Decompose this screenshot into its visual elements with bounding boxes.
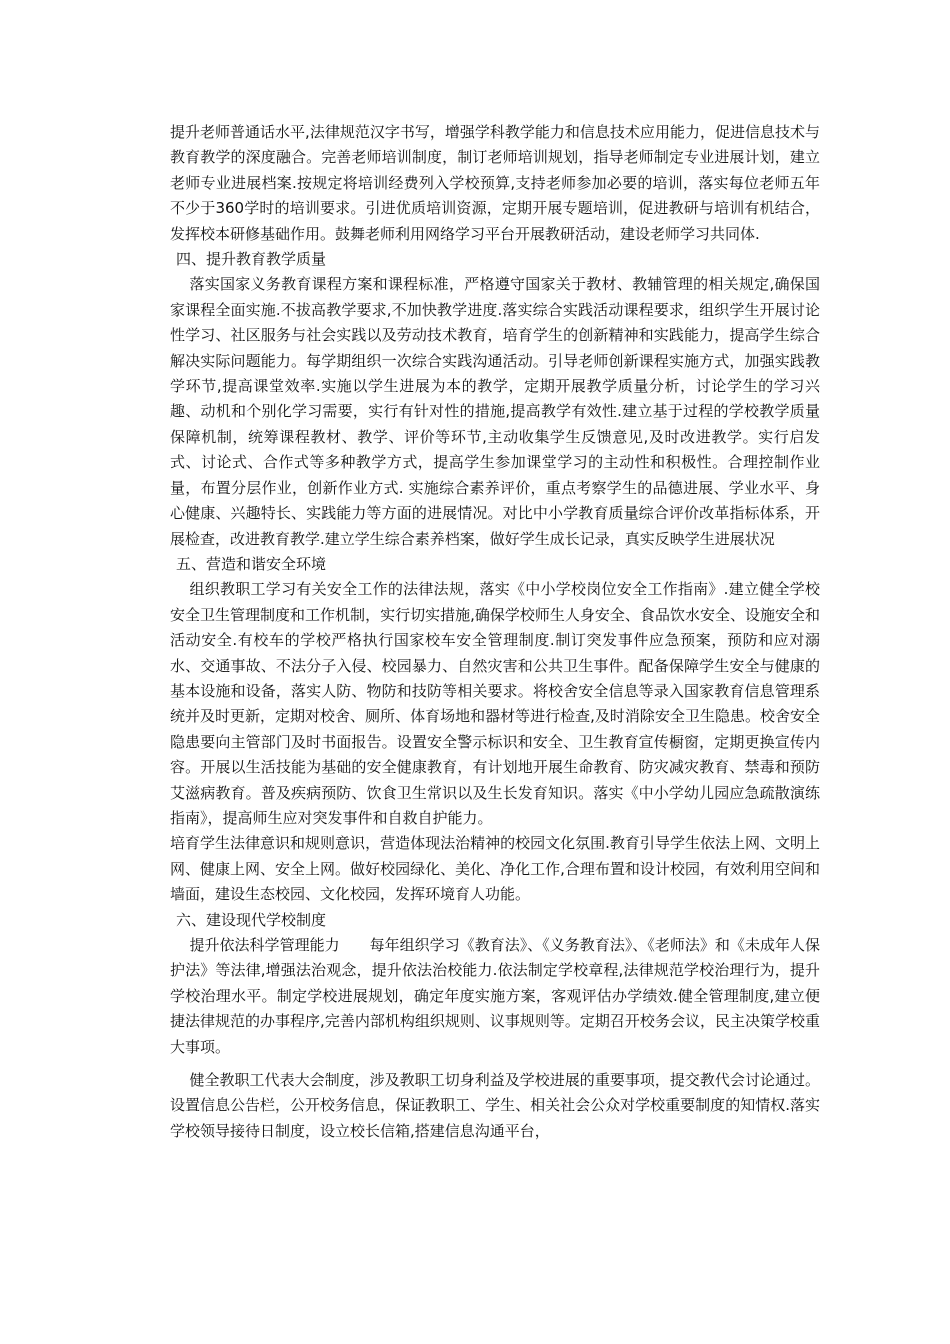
paragraph-teaching-quality: 落实国家义务教育课程方案和课程标准，严格遵守国家关于教材、教辅管理的相关规定,确保国家课程全面实施.不拔高教学要求,不加快教学进度.落实综合实践活动课程要求，组织学生开展讨论性学习、社区服务与社会实践以及劳动技术教育，培育学生的创新精神和实践能力，提高学生综合解决实际问题能力。每学期组织一次综合实践沟通活动。引导老师创新课程实施方式，加强实践教学环节,提高课堂效率.实施以学生进展为本的教学，定期开展教学质量分析，讨论学生的学习兴趣、动机和个别化学习需要，实行有针对性的措施,提高教学有效性.建立基于过程的学校教学质量保障机制，统筹课程教材、教学、评价等环节,主动收集学生反馈意见,及时改进教学。实行启发式、讨论式、合作式等多种教学方式，提高学生参加课堂学习的主动性和积极性。合理控制作业量，布置分层作业，创新作业方式. 实施综合素养评价，重点考察学生的品德进展、学业水平、身心健康、兴趣特长、实践能力等方面的进展情况。对比中小学教育质量综合评价改革指标体系，开展检查，改进教育教学.建立学生综合素养档案，做好学生成长记录，真实反映学生进展状况 (170, 275, 820, 548)
paragraph-teacher-training: 提升老师普通话水平,法律规范汉字书写，增强学科教学能力和信息技术应用能力，促进信息技术与教育教学的深度融合。完善老师培训制度，制订老师培训规划，指导老师制定专业进展计划，建立老师专业进展档案.按规定将培训经费列入学校预算,支持老师参加必要的培训，落实每位老师五年不少于360学时的培训要求。引进优质培训资源，定期开展专题培训，促进教研与培训有机结合，发挥校本研修基础作用。鼓舞老师利用网络学习平台开展教研活动，建设老师学习共同体. (170, 123, 820, 243)
section-heading-teaching-quality: 四、提升教育教学质量 (176, 250, 327, 269)
section-heading-school-system: 六、建设现代学校制度 (176, 910, 327, 929)
paragraph-law-based-management: 提升依法科学管理能力 每年组织学习《教育法》、《义务教育法》、《老师法》和《未成年人保护法》等法律,增强法治观念，提升依法治校能力.依法制定学校章程,法律规范学校治理行为，提升学校治理水平。制定学校进展规划，确定年度实施方案，客观评估办学绩效.健全管理制度,建立便捷法律规范的办事程序,完善内部机构组织规则、议事规则等。定期召开校务会议，民主决策学校重大事项。 (170, 936, 820, 1056)
paragraph-safety-measures: 组织教职工学习有关安全工作的法律法规，落实《中小学校岗位安全工作指南》.建立健全学校安全卫生管理制度和工作机制，实行切实措施,确保学校师生人身安全、食品饮水安全、设施安全和活动安全.有校车的学校严格执行国家校车安全管理制度.制订突发事件应急预案，预防和应对溺水、交通事故、不法分子入侵、校园暴力、自然灾害和公共卫生事件。配备保障学生安全与健康的基本设施和设备，落实人防、物防和技防等相关要求。将校舍安全信息等录入国家教育信息管理系统并及时更新，定期对校舍、厕所、体育场地和器材等进行检查,及时消除安全卫生隐患。校舍安全隐患要向主管部门及时书面报告。设置安全警示标识和安全、卫生教育宣传橱窗，定期更换宣传内容。开展以生活技能为基础的安全健康教育，有计划地开展生命教育、防灾减灾教育、禁毒和预防艾滋病教育。普及疾病预防、饮食卫生常识以及生长发育知识。落实《中小学幼儿园应急疏散演练指南》，提高师生应对突发事件和自救自护能力。 (170, 580, 820, 827)
paragraph-staff-congress: 健全教职工代表大会制度，涉及教职工切身利益及学校进展的重要事项，提交教代会讨论通过。设置信息公告栏，公开校务信息，保证教职工、学生、相关社会公众对学校重要制度的知情权.落实学校领导接待日制度，设立校长信箱,搭建信息沟通平台， (170, 1071, 820, 1140)
section-heading-safety-environment: 五、营造和谐安全环境 (176, 554, 327, 573)
paragraph-law-awareness: 培育学生法律意识和规则意识，营造体现法治精神的校园文化氛围.教育引导学生依法上网、文明上网、健康上网、安全上网。做好校园绿化、美化、净化工作,合理布置和设计校园，有效利用空间和墙面，建设生态校园、文化校园，发挥环境育人功能。 (170, 834, 820, 904)
document-body (170, 120, 820, 1144)
paragraph-gap (170, 1060, 820, 1068)
